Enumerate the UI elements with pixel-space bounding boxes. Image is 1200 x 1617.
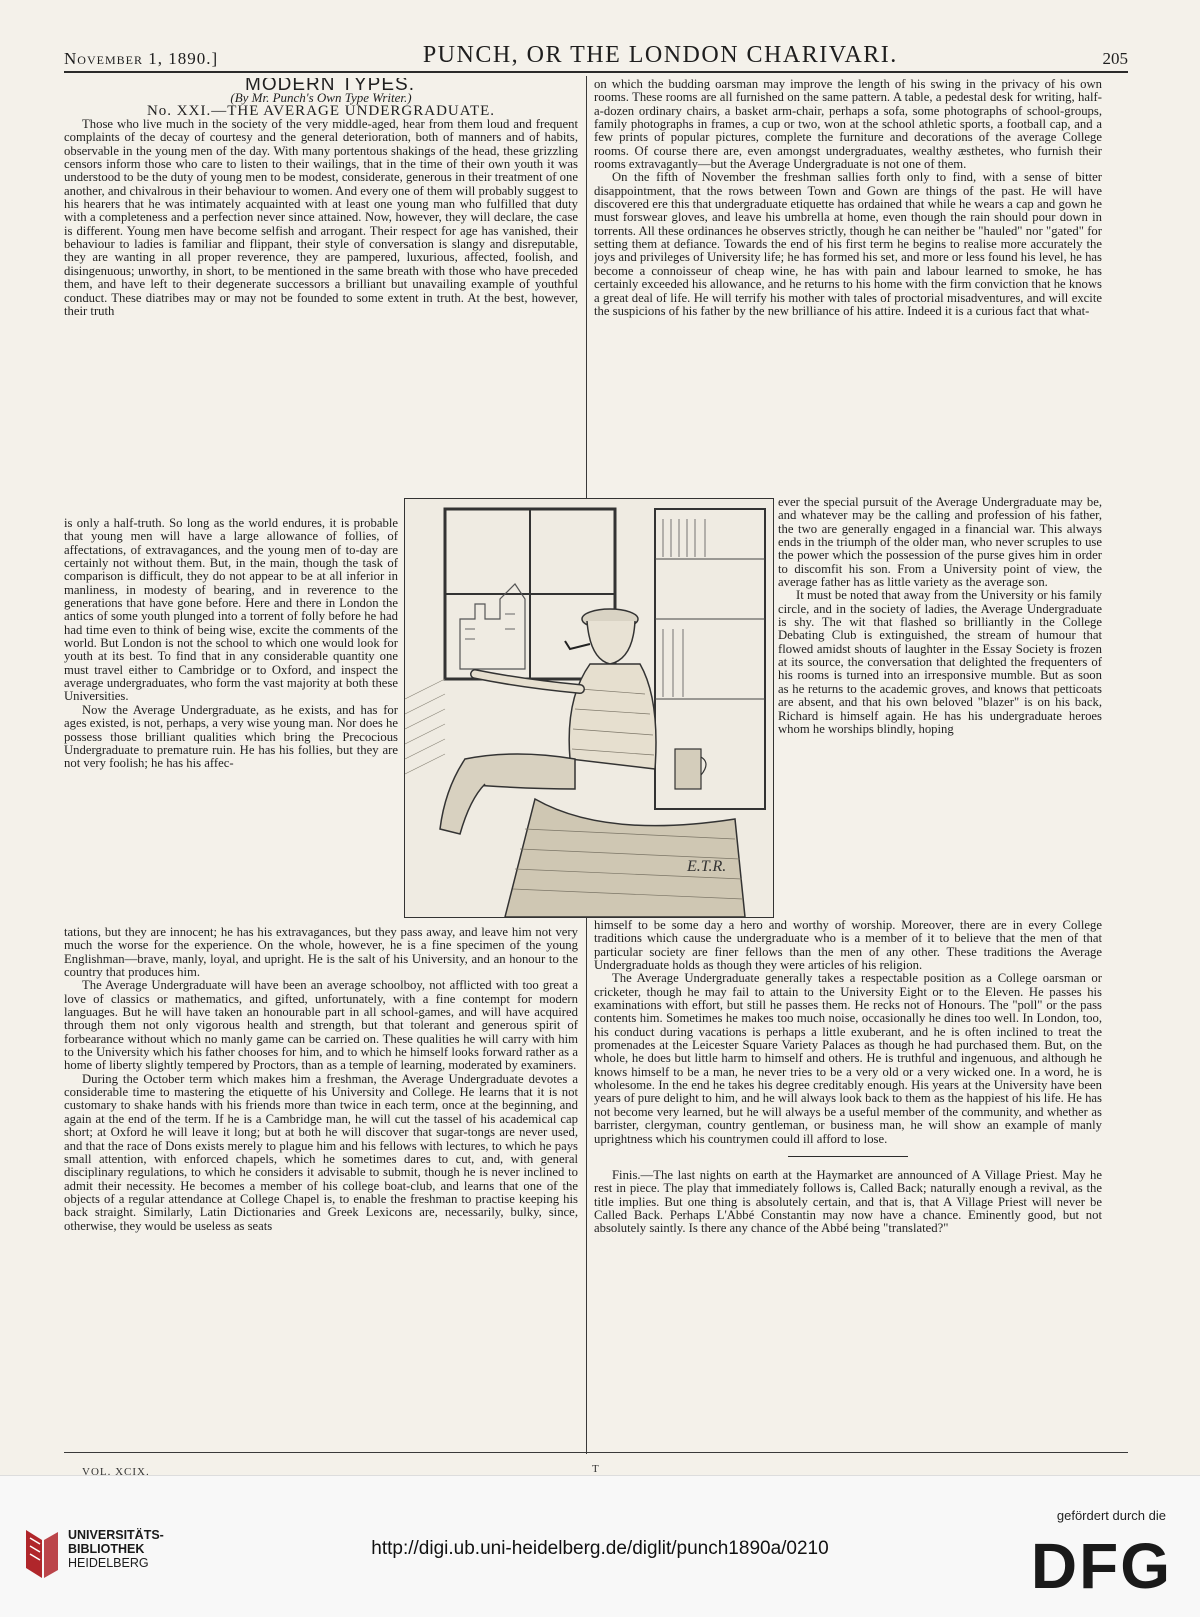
- volume-label: VOL. XCIX.: [82, 1466, 150, 1475]
- paragraph: Now the Average Undergraduate, as he exists, and has for ages existed, is not, perhaps, a very wise young man. Nor does he possess those brilliant qualities which bring the Precocious Undergraduate to premature ruin. He has his follies, but they are not very foolish; he has his affec-: [64, 702, 398, 771]
- library-name-line1: UNIVERSITÄTS-: [68, 1528, 164, 1542]
- signature-mark: T: [592, 1463, 599, 1475]
- finis-paragraph: Finis.—The last nights on earth at the Haymarket are announced of A Village Priest. May he rest in piece. The play that immediately follows is, Called Back; naturally enough a revival, as the title implies. But one thing is absolutely certain, and that is, that A Village Priest will never be Called Back. Perhaps L'Abbé Constantin may now have a chance. Eminently good, but not absolutely saintly. Is there any chance of the Abbé being "translated?": [594, 1167, 1102, 1236]
- paragraph: is only a half-truth. So long as the world endures, it is probable that young men will have a large allowance of follies, of affectations, of extravagances, and the young men of to-day are certainly not without them. But, in the main, though the task of comparison is difficult, they do not appear to be at all inferior in manliness, in modesty of bearing, and in reverence to the generations that have gone before. Here and there in London the antics of some youth plunged into a torrent of folly before he had had time even to think of being wise, excite the comments of the world. But London is not the school to which one would look for youth at its best. To find that in any considerable quantity one must travel either to Cambridge or to Oxford, and inspect the average undergraduates, who form the vast majority at both these Universities.: [64, 517, 398, 704]
- illustrator-signature: E.T.R.: [687, 858, 727, 875]
- article-subtitle: No. XXI.—THE AVERAGE UNDERGRADUATE.: [146, 102, 496, 119]
- paragraph: himself to be some day a hero and worthy of worship. Moreover, there are in every College traditions which cause the undergraduate who is a member of it to believe that the men of that particular society are finer fellows than the men of any other. These traditions the Average Undergraduate holds as though they were articles of his religion.: [594, 919, 1102, 973]
- right-column-narrow: [778, 496, 1102, 919]
- article-title: MODERN TYPES.: [245, 78, 415, 95]
- paragraph: During the October term which makes him a freshman, the Average Undergraduate devotes a considerable time to mastering the etiquette of his University and College. He learns that it is not customary to shake hands with his friends more than twice in each term, once at the beginning, and again at the end of the term. If he is a Cambridge man, he will cut the tassel of his academical cap short; at Oxford he will leave it long; but at both he will discover that sugar-tongs are never used, and that the race of Dons exists merely to plague him and his fellows with lectures, to which he pays small attention, with enforced chapels, which he sometimes dares to cut, and, with general disciplinary regulations, to which he considers it advisable to submit, though he is never inclined to admit their necessity. He becomes a member of his college boat-club, and learns that one of the objects of a regular attendance at College Chapel is, to enable the freshman to practise keeping his back straight. Similarly, Latin Dictionaries and Greek Lexicons are, necessarily, bulky, since, otherwise, they would be useless as seats: [64, 1071, 578, 1233]
- page-number: 205: [1102, 49, 1128, 68]
- permalink-url[interactable]: http://digi.ub.uni-heidelberg.de/diglit/punch1890a/0210: [371, 1538, 829, 1559]
- issue-date: November 1, 1890.]: [64, 49, 219, 68]
- paragraph: ever the special pursuit of the Average Undergraduate may be, and whatever may be the calling and profession of his father, the two are generally engaged in a financial war. This always ends in the triumph of the older man, who never scruples to use the power which the possession of the purse gives him in order to discomfit his son. From a University point of view, the average father has as little variety as the average son.: [778, 496, 1102, 590]
- section-divider: [788, 1156, 908, 1157]
- paragraph: on which the budding oarsman may improve the length of his swing in the privacy of his own rooms. These rooms are all furnished on the same pattern. A table, a pedestal desk for writing, half-a-dozen ordinary chairs, a basket arm-chair, perhaps a sofa, some photographs of school-groups, family photographs in frames, a cup or two, won at the school athletic sports, a football cap, and a few prints of popular pictures, complete the furniture and decorations of the average College rooms. Of course there are, even amongst undergraduates, wealthy æsthetes, who furnish their rooms extravagantly—but the Average Undergraduate is not one of them.: [594, 78, 1102, 172]
- left-column-bottom: [64, 926, 578, 1448]
- dfg-logo: DFG: [1030, 1530, 1172, 1602]
- funded-by-label: gefördert durch die: [1056, 1508, 1166, 1523]
- bottom-rule: [64, 1452, 1128, 1453]
- article-byline: (By Mr. Punch's Own Type Writer.): [230, 90, 412, 106]
- paragraph: On the fifth of November the freshman sallies forth only to find, with a sense of bitter disappointment, that the rows between Town and Gown are things of the past. He will have discovered ere this that undergraduate etiquette has ordained that while he wears a cap and gown he must forswear gloves, and leave his umbrella at home, even though the rain should pour down in torrents. All these ordinances he observes strictly, though he can neither be "hauled" nor "gated" for setting them at defiance. Towards the end of his first term he begins to realise more accurately the joys and privileges of University life; he has formed his set, and more or less found his level, he has become a connoisseur of cheap wine, he has with pain and labour learned to smoke, he has certainly exceeded his allowance, and he returns to his home with the firm conviction that he knows a great deal of life. He will terrify his mother with tales of proctorial misadventures, and will excite the suspicions of his father by the new brilliance of his attire. Indeed it is a curious fact that what-: [594, 170, 1102, 318]
- undergraduate-illustration: [404, 498, 774, 918]
- digitization-banner: [0, 1475, 1200, 1617]
- paragraph: It must be noted that away from the University or his family circle, and in the society of ladies, the Average Undergraduate is shy. The wit that flashed so brilliantly in the College Debating Club is extinguished, the stream of humour that flowed amidst shouts of laughter in the Essay Society is frozen at its source, the conversation that delighted the frequenters of his rooms is turned into an irresponsive mumble. But as soon as he returns to the academic groves, and knows that petticoats are absent, and that his own beloved "blazer" is on his back, Richard is himself again. He has his undergraduate heroes whom he worships blindly, hoping: [778, 588, 1102, 736]
- right-column-top: [594, 78, 1102, 496]
- publication-title: PUNCH, OR THE LONDON CHARIVARI.: [422, 42, 898, 68]
- left-column-top: [64, 78, 578, 517]
- paragraph: Those who live much in the society of the very middle-aged, hear from them loud and frequent complaints of the decay of courtesy and the general deterioration, both of manners and of habits, observable in the young men of the day. With many portentous shakings of the head, these grizzling censors inform those who care to listen to their wailings, that in the time of their own youth it was understood to be the duty of young men to be modest, considerate, generous in their treatment of one another, and chivalrous in their behaviour to women. And every one of them will probably suggest to his hearers that he was intimately acquainted with at least one young man who fulfilled that duty with a completeness and a perfection never since attained. Now, however, they will declare, the case is different. Young men have become selfish and arrogant. Their respect for age has vanished, their behaviour to ladies is familiar and flippant, their style of conversation is slangy and disreputable, they are wanting in all proper reverence, they are pampered, luxurious, affected, foolish, and disingenuous; unworthy, in short, to be mentioned in the same breath with those who have preceded them, and have left to their degenerate successors a brilliant but unavailing example of youthful conduct. These diatribes may or may not be founded to some extent in truth. At the best, however, their truth: [64, 117, 578, 318]
- page-header: [64, 43, 1128, 73]
- paragraph: The Average Undergraduate will have been an average schoolboy, not afflicted with too great a love of classics or mathematics, and gifted, unfortunately, with a fine contempt for modern languages. But he will have taken an honourable part in all school-games, and will have acquired through them not only vigorous health and strength, but that tolerant and generous spirit of forbearance without which no manly game can be carried on. These qualities he will carry with him to the University which his father chooses for him, and to which he himself looks forward rather as a home of liberty slightly tempered by Proctors, than as a temple of learning, moderated by examiners.: [64, 978, 578, 1073]
- left-column-narrow: [64, 517, 398, 926]
- library-name-line2: BIBLIOTHEK: [68, 1542, 145, 1556]
- paragraph: tations, but they are innocent; he has his extravagances, but they pass away, and leave him not very much the worse for the experience. On the whole, however, he is a fine specimen of the young Englishman—brave, manly, loyal, and upright. He is the salt of his University, and an honour to the country that produces him.: [64, 926, 578, 980]
- right-column-bottom: [594, 919, 1102, 1448]
- library-name-line3: HEIDELBERG: [68, 1556, 149, 1570]
- paragraph: The Average Undergraduate generally takes a respectable position as a College oarsman or cricketer, though he may fail to attain to the University Eight or to the Eleven. He passes his examinations with effort, but still he passes them. He recks not of Honours. The "poll" or the pass contents him. Sometimes he makes too much noise, occasionally he dines too well. In London, too, his conduct during vacations is perhaps a little exuberant, and he is often inclined to treat the promenades at the Leicester Square Variety Palaces as though he had purchased them. But, on the whole, he does but little harm to himself and others. He is truthful and ingenuous, and although he knows himself to be a man, he never tries to be a very old or a very wicked one. In a word, he is wholesome. In the end he takes his degree creditably enough. His years at the University have been years of pure delight to him, and he will always look back to them as the happiest of his life. He has not become very learned, but he will always be a useful member of the community, and whether as barrister, clergyman, country gentleman, or business man, he will show an example of manly uprightness which his countrymen could ill afford to lose.: [594, 971, 1102, 1146]
